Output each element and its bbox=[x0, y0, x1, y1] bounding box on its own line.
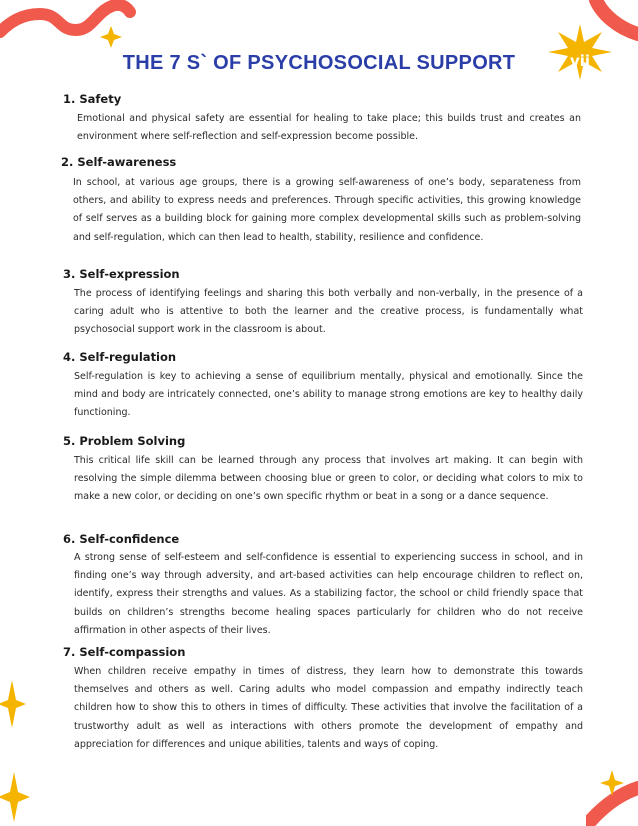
section-text-self-expression: The process of identifying feelings and sharing this both verbally and non-verbally, in the presence of a caring adult who is attentive to both the learner and the creative process, is fundamentally what psychosocial support work in the classroom is about. bbox=[74, 288, 583, 336]
bottom-right-swoosh-decoration bbox=[586, 770, 638, 826]
section-heading-self-expression: 3. Self-expression bbox=[63, 267, 180, 281]
section-heading-self-awareness: 2. Self-awareness bbox=[61, 155, 177, 169]
page-number-badge: vii bbox=[569, 52, 591, 70]
section-heading-problem-solving: 5. Problem Solving bbox=[63, 434, 186, 448]
section-text-problem-solving: This critical life skill can be learned through any process that involves art making. It can begin with resolving the simple dilemma between choosing blue or green to color, or deciding what colors to mix to make a new color, or deciding on one’s own specific rhythm or beat in a song or a dance sequence. bbox=[74, 455, 583, 503]
section-text-self-confidence: A strong sense of self-esteem and self-confidence is essential to experiencing success in school, and in finding one’s way through adversity, and art-based activities can help encourage children to reflect on, identify, express their strengths and values. As a stabilizing factor, the school or child friendly space that builds on children’s strengths become healing spaces particularly for children who do not receive affirmation in other aspects of their lives. bbox=[74, 552, 583, 636]
section-text-safety: Emotional and physical safety are essential for healing to take place; this builds trust and creates an environment where self-reflection and self-expression become possible. bbox=[77, 113, 581, 143]
section-heading-self-compassion: 7. Self-compassion bbox=[63, 645, 186, 659]
section-heading-safety: 1. Safety bbox=[63, 92, 122, 106]
section-heading-self-regulation: 4. Self-regulation bbox=[63, 350, 177, 364]
bottom-left-sparkle-decoration bbox=[0, 680, 40, 826]
section-text-self-awareness: In school, at various age groups, there is a growing self-awareness of one’s body, separateness from others, and ability to express needs and preferences. Through specific activities, this growing knowledge of self serves as a building block for gaining more complex developmental skills such as problem-solving and self-regulation, which can then lead to health, stability, resilience and confidence. bbox=[73, 177, 581, 243]
section-heading-self-confidence: 6. Self-confidence bbox=[63, 532, 180, 546]
section-text-self-compassion: When children receive empathy in times of distress, they learn how to demonstrate this towards themselves and others as well. Caring adults who model compassion and empathy indirectly teach children how to show this to others in times of difficulty. These activities that involve the facilitation of a trustworthy adult as well as interactions with others promote the development of empathy and appreciation for differences and unique abilities, talents and ways of coping. bbox=[74, 666, 583, 750]
top-left-swoosh-decoration bbox=[0, 0, 140, 60]
section-text-self-regulation: Self-regulation is key to achieving a sense of equilibrium mentally, physical and emotionally. Since the mind and body are intricately connected, one’s ability to manage strong emotions are key to healthy daily functioning. bbox=[74, 371, 583, 419]
page-title: THE 7 S` OF PSYCHOSOCIAL SUPPORT bbox=[122, 52, 516, 74]
